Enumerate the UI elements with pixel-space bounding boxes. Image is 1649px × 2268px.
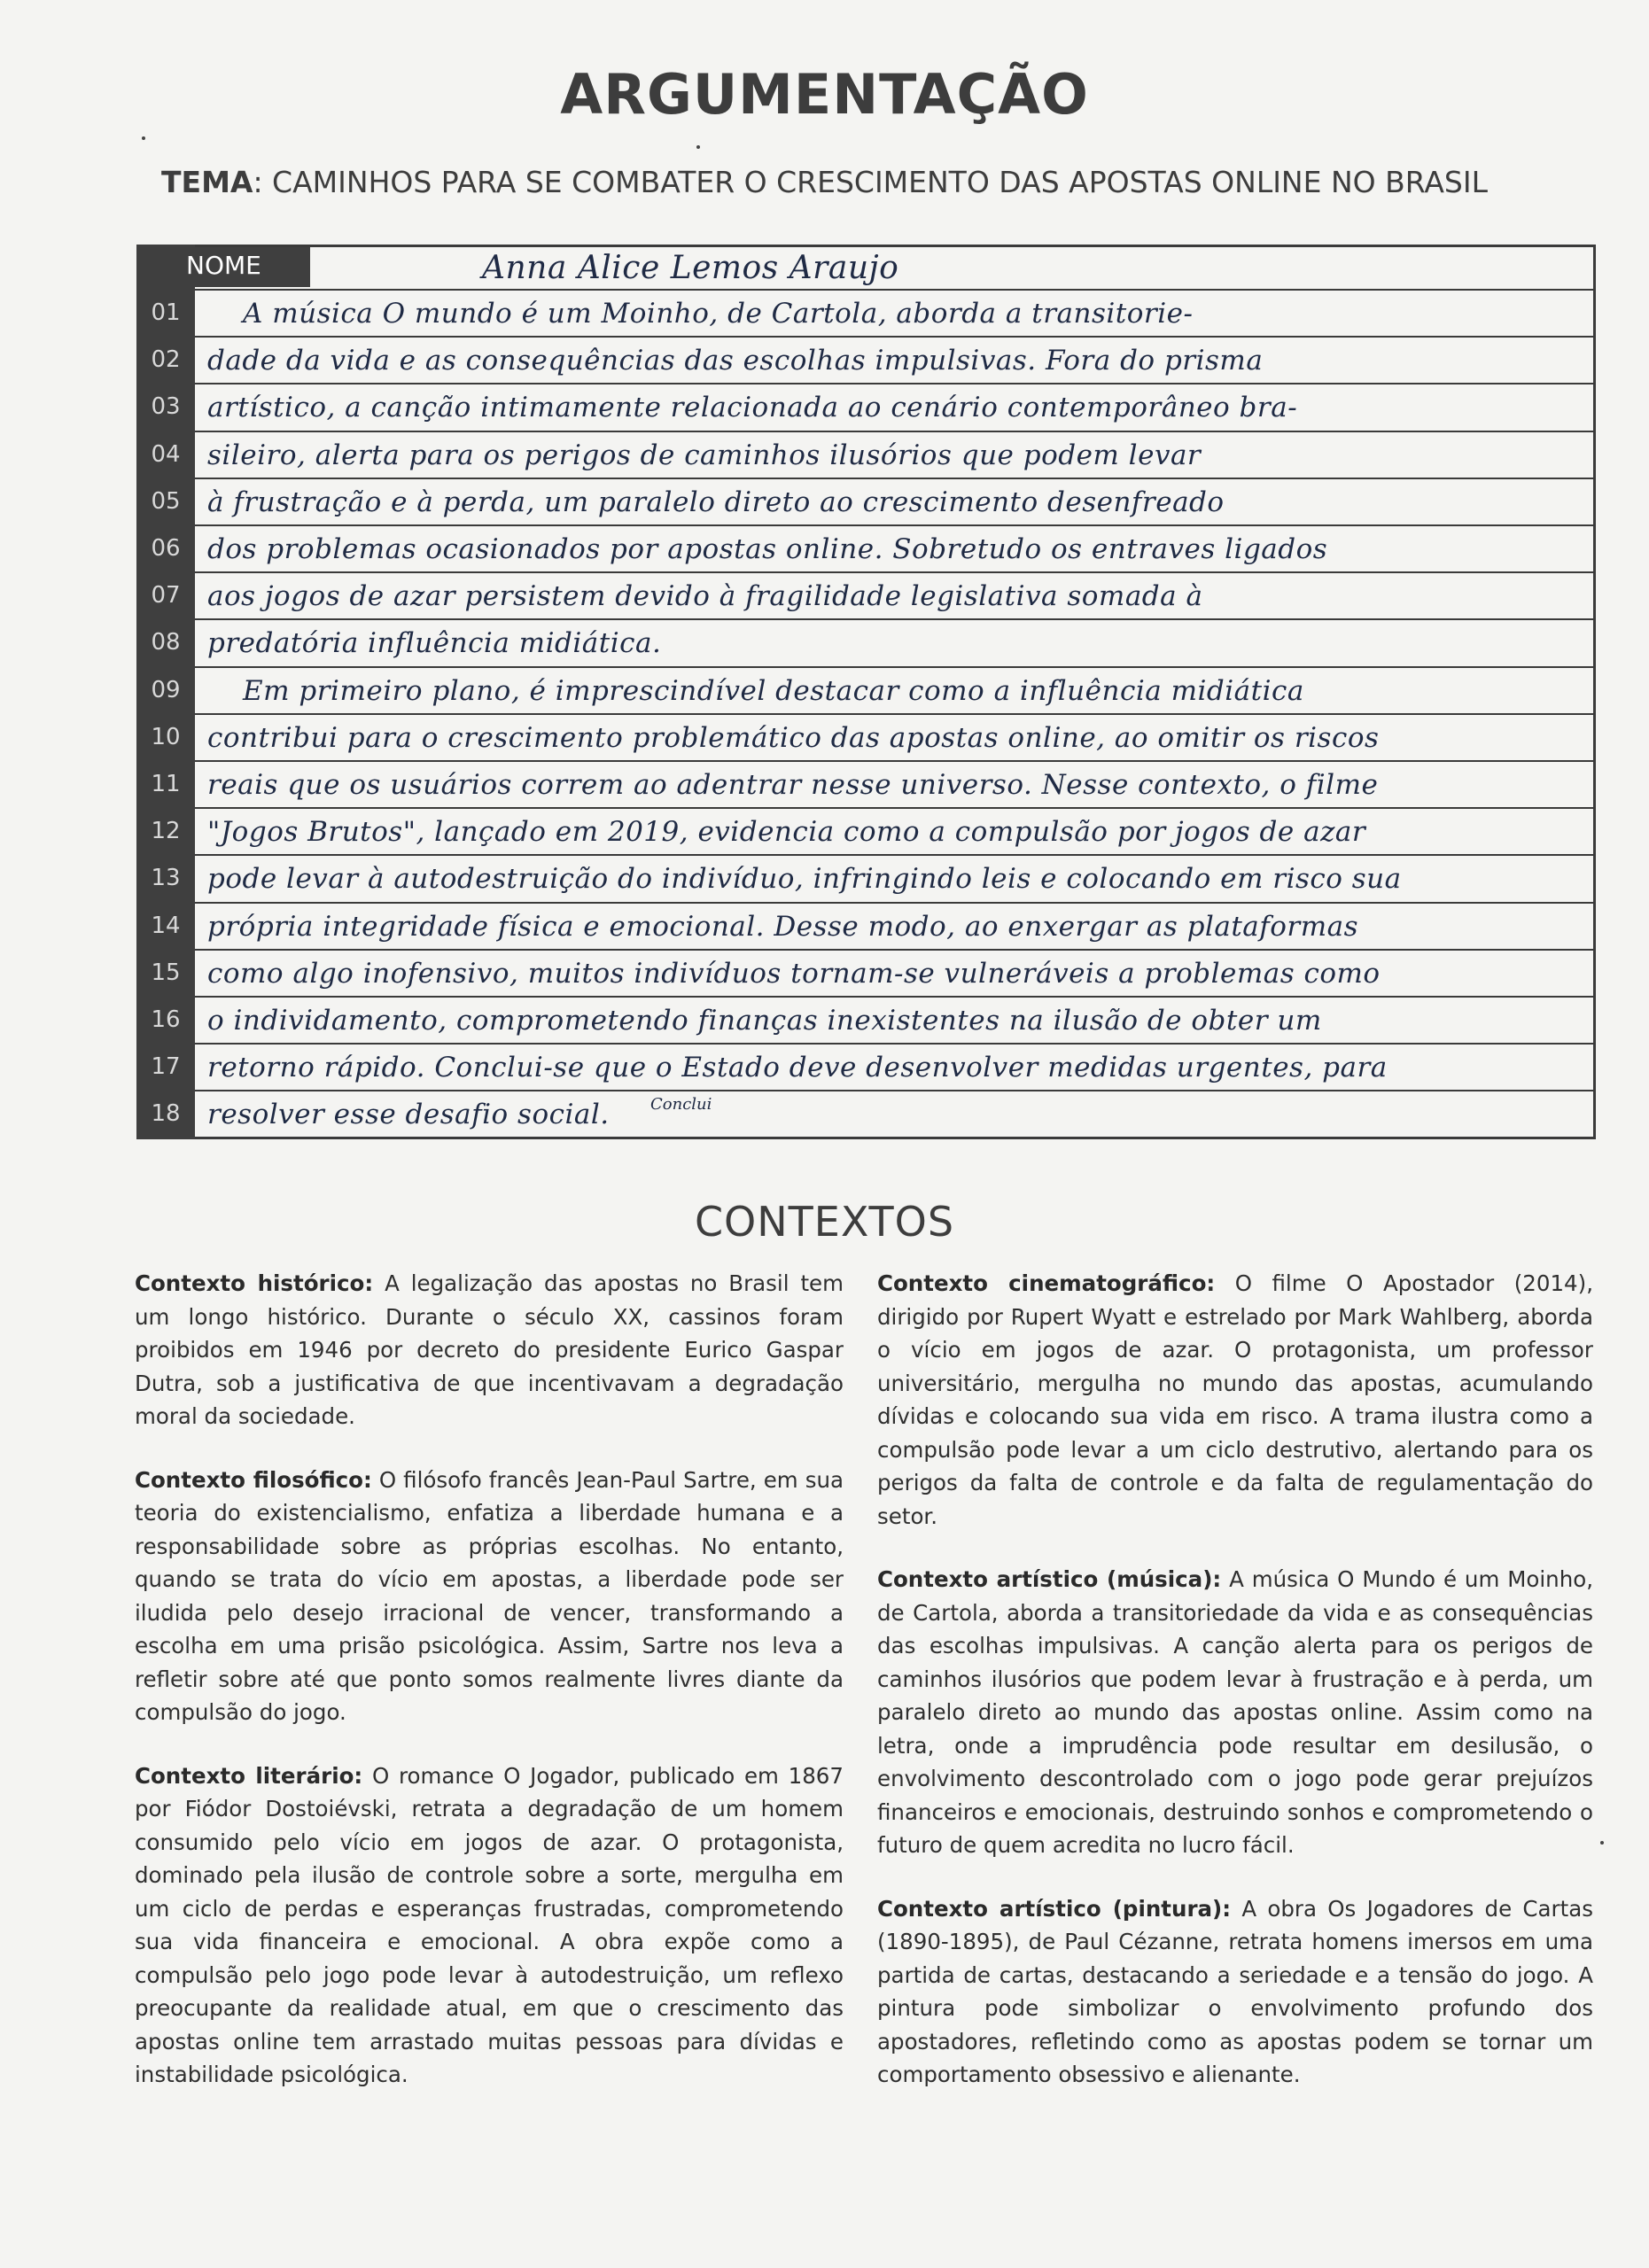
ruled-line <box>195 949 1596 951</box>
line-number: 15 <box>151 959 181 986</box>
handwritten-line: A música O mundo é um Moinho, de Cartola, aborda a transitorie- <box>243 298 1194 330</box>
ruled-line <box>195 666 1596 668</box>
context-historico <box>135 1267 844 1433</box>
line-number: 11 <box>151 771 181 797</box>
ruled-line <box>195 854 1596 856</box>
speck <box>142 136 145 140</box>
line-number: 12 <box>151 818 181 845</box>
ruled-line <box>195 618 1596 620</box>
line-number: 09 <box>151 676 181 703</box>
context-label: Contexto cinematográfico: <box>877 1270 1216 1296</box>
context-text: A legalização das apostas no Brasil tem um longo histórico. Durante o século XX, cassinos foram proibidos em 1946 por decreto do presidente Eurico Gaspar Dutra, sob a justificativa de que incentivavam a degradação moral da sociedade. <box>135 1270 844 1429</box>
handwritten-line: sileiro, alerta para os perigos de caminhos ilusórios que podem levar <box>207 439 1202 471</box>
handwritten-line: retorno rápido. Conclui-se que o Estado deve desenvolver medidas urgentes, para <box>207 1052 1388 1084</box>
context-artistico-pintura <box>877 1892 1593 2092</box>
context-label: Contexto histórico: <box>135 1270 374 1296</box>
handwritten-line: dos problemas ocasionados por apostas online. Sobretudo os entraves ligados <box>207 533 1328 565</box>
line-number: 04 <box>151 440 181 468</box>
student-name: Anna Alice Lemos Araujo <box>482 250 899 286</box>
name-label: NOME <box>136 245 310 287</box>
handwritten-line: dade da vida e as consequências das escolhas impulsivas. Fora do prisma <box>207 345 1264 377</box>
ruled-line <box>195 713 1596 715</box>
handwritten-line: reais que os usuários correm ao adentrar nesse universo. Nesse contexto, o filme <box>207 769 1379 801</box>
page-title: ARGUMENTAÇÃO <box>560 62 1089 127</box>
handwritten-line: artístico, a canção intimamente relacionada ao cenário contemporâneo bra- <box>207 392 1298 424</box>
speck <box>1600 1841 1604 1845</box>
handwritten-line: o individamento, comprometendo finanças inexistentes na ilusão de obter um <box>207 1005 1322 1037</box>
contexts-left-column <box>135 1267 844 2122</box>
ruled-line <box>195 996 1596 998</box>
handwritten-line: aos jogos de azar persistem devido à fragilidade legislativa somada à <box>207 580 1203 613</box>
line-number: 13 <box>151 865 181 892</box>
line-number: 10 <box>151 723 181 750</box>
line-number: 05 <box>151 487 181 515</box>
handwritten-line: como algo inofensivo, muitos indivíduos tornam-se vulneráveis a problemas como <box>207 957 1381 990</box>
context-text: O filósofo francês Jean-Paul Sartre, em sua teoria do existencialismo, enfatiza a liberdade humana e a responsabilidade sobre as próprias escolhas. No entanto, quando se trata do vício em apostas, a liberdade pode ser iludida pelo desejo irracional de vencer, transformando a escolha em uma prisão psicológica. Assim, Sartre nos leva a refletir sobre até que ponto somos realmente livres diante da compulsão do jogo. <box>135 1466 844 1725</box>
ruled-line <box>195 1043 1596 1045</box>
context-text: A obra Os Jogadores de Cartas (1890-1895), de Paul Cézanne, retrata homens imersos em uma partida de cartas, destacando a seriedade e a tensão do jogo. A pintura pode simbolizar o envolvimento profundo dos apostadores, refletindo como as apostas podem se tornar um comportamento obsessivo e alienante. <box>877 1895 1593 2087</box>
handwritten-line: predatória influência midiática. <box>207 627 662 660</box>
line-number: 16 <box>151 1006 181 1033</box>
context-label: Contexto filosófico: <box>135 1466 372 1493</box>
context-literario <box>135 1759 844 2092</box>
context-label: Contexto literário: <box>135 1762 363 1789</box>
handwritten-line: "Jogos Brutos", lançado em 2019, evidencia como a compulsão por jogos de azar <box>207 816 1366 849</box>
handwritten-line: pode levar à autodestruição do indivíduo, infringindo leis e colocando em risco sua <box>207 863 1402 896</box>
handwritten-line: à frustração e à perda, um paralelo direto ao crescimento desenfreado <box>207 485 1225 518</box>
handwritten-line: resolver esse desafio social. <box>207 1099 610 1131</box>
ruled-line <box>195 1138 1596 1139</box>
contexts-right-column <box>877 1267 1593 2122</box>
context-label: Contexto artístico (pintura): <box>877 1895 1232 1922</box>
context-artistico-musica <box>877 1563 1593 1862</box>
ruled-line <box>195 431 1596 432</box>
line-number: 17 <box>151 1053 181 1081</box>
ruled-line <box>195 902 1596 904</box>
context-text: A música O Mundo é um Moinho, de Cartola, aborda a transitoriedade da vida e as consequências das escolhas impulsivas. A canção alerta para os perigos de caminhos ilusórios que podem levar à frustração e à perda, um paralelo direto ao mundo das apostas online. Assim como na letra, onde a imprudência pode resultar em desilusão, o envolvimento descontrolado com o jogo pode gerar prejuízos financeiros e emocionais, destruindo sonhos e comprometendo o futuro de quem acredita no lucro fácil. <box>877 1566 1593 1858</box>
line-number: 03 <box>151 393 181 421</box>
context-filosofico <box>135 1464 844 1729</box>
ruled-line <box>195 807 1596 809</box>
ruled-line <box>195 383 1596 384</box>
context-text: O romance O Jogador, publicado em 1867 por Fiódor Dostoiévski, retrata a degradação de um homem consumido pelo vício em jogos de azar. O protagonista, dominado pela ilusão de controle sobre a sorte, mergulha em um ciclo de perdas e esperanças frustradas, comprometendo sua vida financeira e emocional. A obra expõe como a compulsão pelo jogo pode levar à autodestruição, um reflexo preocupante da realidade atual, em que o crescimento das apostas online tem arrastado muitas pessoas para dívidas e instabilidade psicológica. <box>135 1762 844 2087</box>
line-number: 01 <box>151 299 181 326</box>
line-number: 18 <box>151 1100 181 1128</box>
correction-note: Conclui <box>650 1095 712 1114</box>
handwritten-line: Em primeiro plano, é imprescindível destacar como a influência midiática <box>243 674 1304 707</box>
line-number: 07 <box>151 582 181 610</box>
contexts-title: CONTEXTOS <box>694 1198 955 1246</box>
ruled-line <box>195 524 1596 526</box>
speck <box>696 145 700 149</box>
ruled-line <box>195 1090 1596 1091</box>
ruled-line <box>195 336 1596 338</box>
line-number: 08 <box>151 629 181 656</box>
context-cinematografico <box>877 1267 1593 1533</box>
context-text: O filme O Apostador (2014), dirigido por Rupert Wyatt e estrelado por Mark Wahlberg, aborda o vício em jogos de azar. O protagonista, um professor universitário, mergulha no mundo das apostas, acumulando dívidas e colocando sua vida em risco. A trama ilustra como a compulsão pode levar a um ciclo destrutivo, alertando para os perigos da falta de controle e da falta de regulamentação do setor. <box>877 1270 1593 1529</box>
ruled-line <box>195 571 1596 573</box>
handwritten-line: própria integridade física e emocional. Desse modo, ao enxergar as plataformas <box>207 910 1359 943</box>
ruled-line <box>195 289 1596 291</box>
line-number: 06 <box>151 535 181 562</box>
line-number: 02 <box>151 346 181 374</box>
handwritten-line: contribui para o crescimento problemático das apostas online, ao omitir os riscos <box>207 721 1380 754</box>
answer-sheet <box>136 245 1596 1139</box>
theme-text: : CAMINHOS PARA SE COMBATER O CRESCIMENTO DAS APOSTAS ONLINE NO BRASIL <box>253 165 1488 199</box>
line-number: 14 <box>151 912 181 939</box>
theme-line <box>0 165 1649 199</box>
ruled-line <box>195 760 1596 762</box>
ruled-line <box>195 478 1596 479</box>
context-label: Contexto artístico (música): <box>877 1566 1222 1592</box>
theme-label: TEMA <box>161 165 253 199</box>
